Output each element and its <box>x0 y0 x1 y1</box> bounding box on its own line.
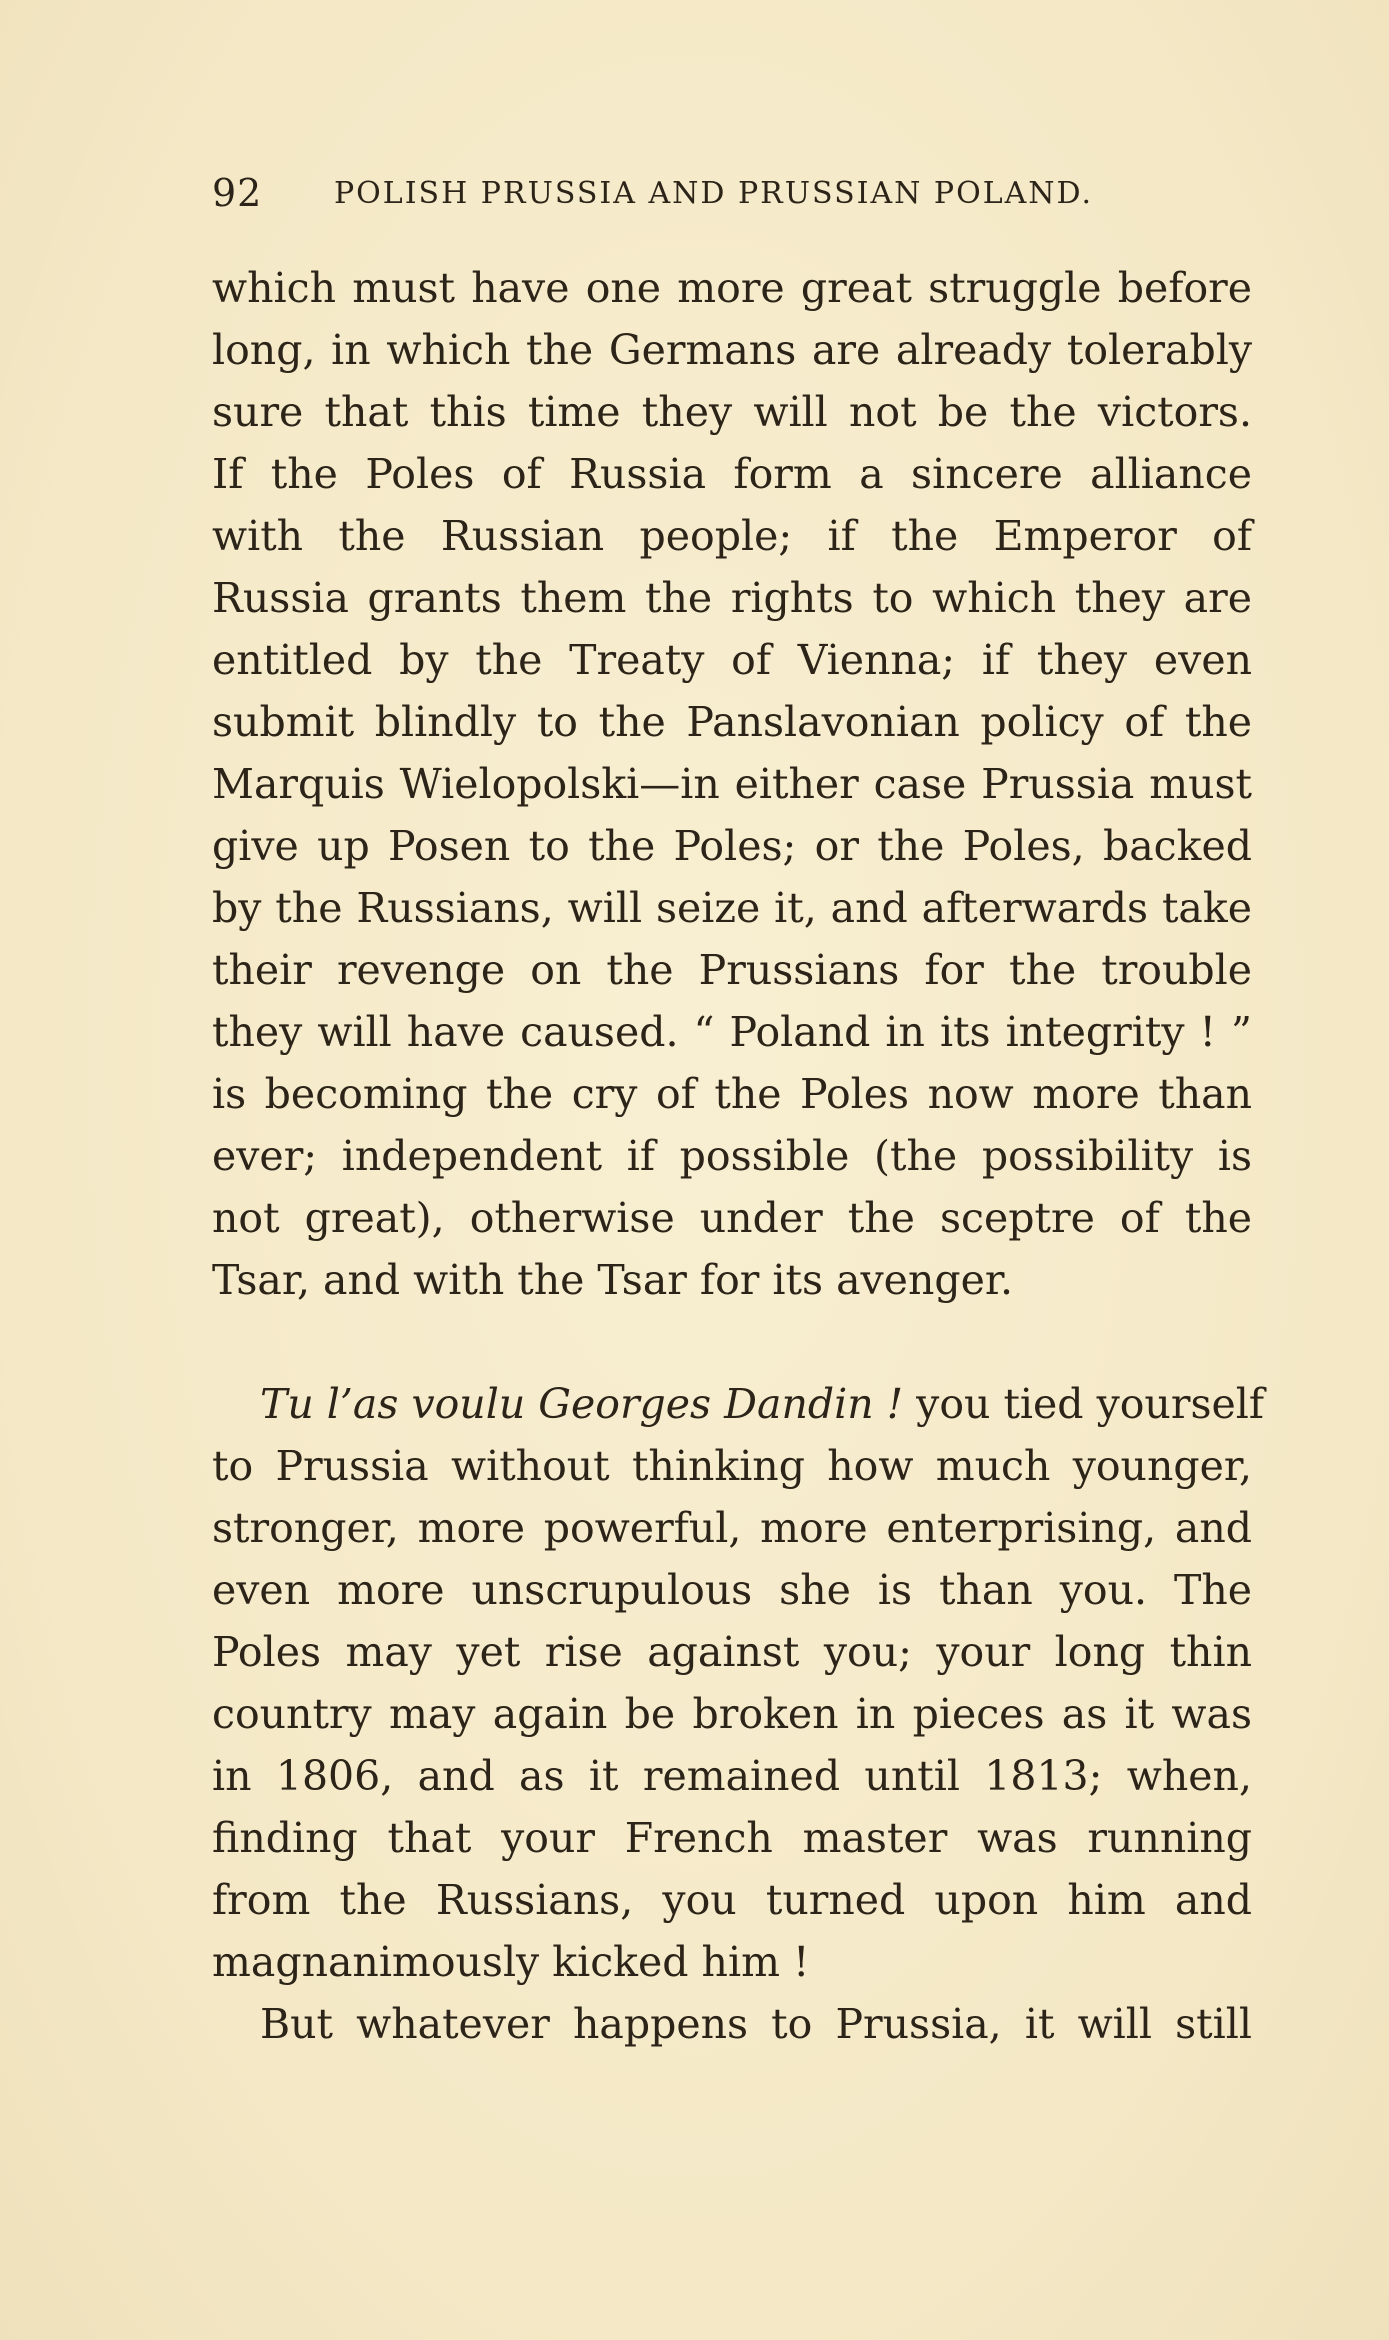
running-title: POLISH PRUSSIA AND PRUSSIAN POLAND. <box>334 176 1094 211</box>
text-line: Marquis Wielopolski—in either case Prussia must <box>212 760 1252 808</box>
text-line: with the Russian people; if the Emperor of <box>212 512 1252 560</box>
text-line: If the Poles of Russia form a sincere alliance <box>212 450 1252 498</box>
paragraph-spacer <box>212 1311 1252 1373</box>
text-line: Poles may yet rise against you; your long thin <box>212 1628 1252 1676</box>
text-line: stronger, more powerful, more enterprising, and <box>212 1504 1252 1552</box>
italic-phrase: Tu l’as voulu Georges Dandin ! <box>260 1380 904 1428</box>
text-line: to Prussia without thinking how much younger, <box>212 1442 1252 1490</box>
text-line: submit blindly to the Panslavonian policy of the <box>212 698 1252 746</box>
text-line: give up Posen to the Poles; or the Poles, backed <box>212 822 1252 870</box>
text-line: Tsar, and with the Tsar for its avenger. <box>212 1256 1013 1304</box>
text-line: by the Russians, will seize it, and afterwards take <box>212 884 1252 932</box>
text-line: from the Russians, you turned upon him and <box>212 1876 1252 1924</box>
text-line: ever; independent if possible (the possibility is <box>212 1132 1252 1180</box>
text-line: Russia grants them the rights to which they are <box>212 574 1252 622</box>
text-line: which must have one more great struggle before <box>212 264 1252 312</box>
text-line: even more unscrupulous she is than you. The <box>212 1566 1252 1614</box>
page-number: 92 <box>212 171 263 215</box>
text-line: finding that your French master was running <box>212 1814 1252 1862</box>
text-line: is becoming the cry of the Poles now more than <box>212 1070 1252 1118</box>
text-line-rest: you tied yourself <box>903 1380 1265 1428</box>
text-line: But whatever happens to Prussia, it will still <box>260 2000 1252 2048</box>
text-line: magnanimously kicked him ! <box>212 1938 810 1986</box>
text-line: country may again be broken in pieces as it was <box>212 1690 1252 1738</box>
text-line: they will have caused. “ Poland in its integrity ! ” <box>212 1008 1252 1056</box>
paragraph-1 <box>212 257 1252 1311</box>
body-text <box>212 257 1265 2055</box>
text-line: their revenge on the Prussians for the trouble <box>212 946 1252 994</box>
text-line: in 1806, and as it remained until 1813; when, <box>212 1752 1252 1800</box>
paragraph-3 <box>212 1993 1252 2055</box>
text-line: long, in which the Germans are already tolerably <box>212 326 1252 374</box>
page-header <box>212 168 1252 218</box>
text-line <box>212 1373 1265 1435</box>
text-line: not great), otherwise under the sceptre of the <box>212 1194 1252 1242</box>
text-line: sure that this time they will not be the victors. <box>212 388 1252 436</box>
paragraph-2 <box>212 1373 1265 1993</box>
text-line: entitled by the Treaty of Vienna; if they even <box>212 636 1252 684</box>
